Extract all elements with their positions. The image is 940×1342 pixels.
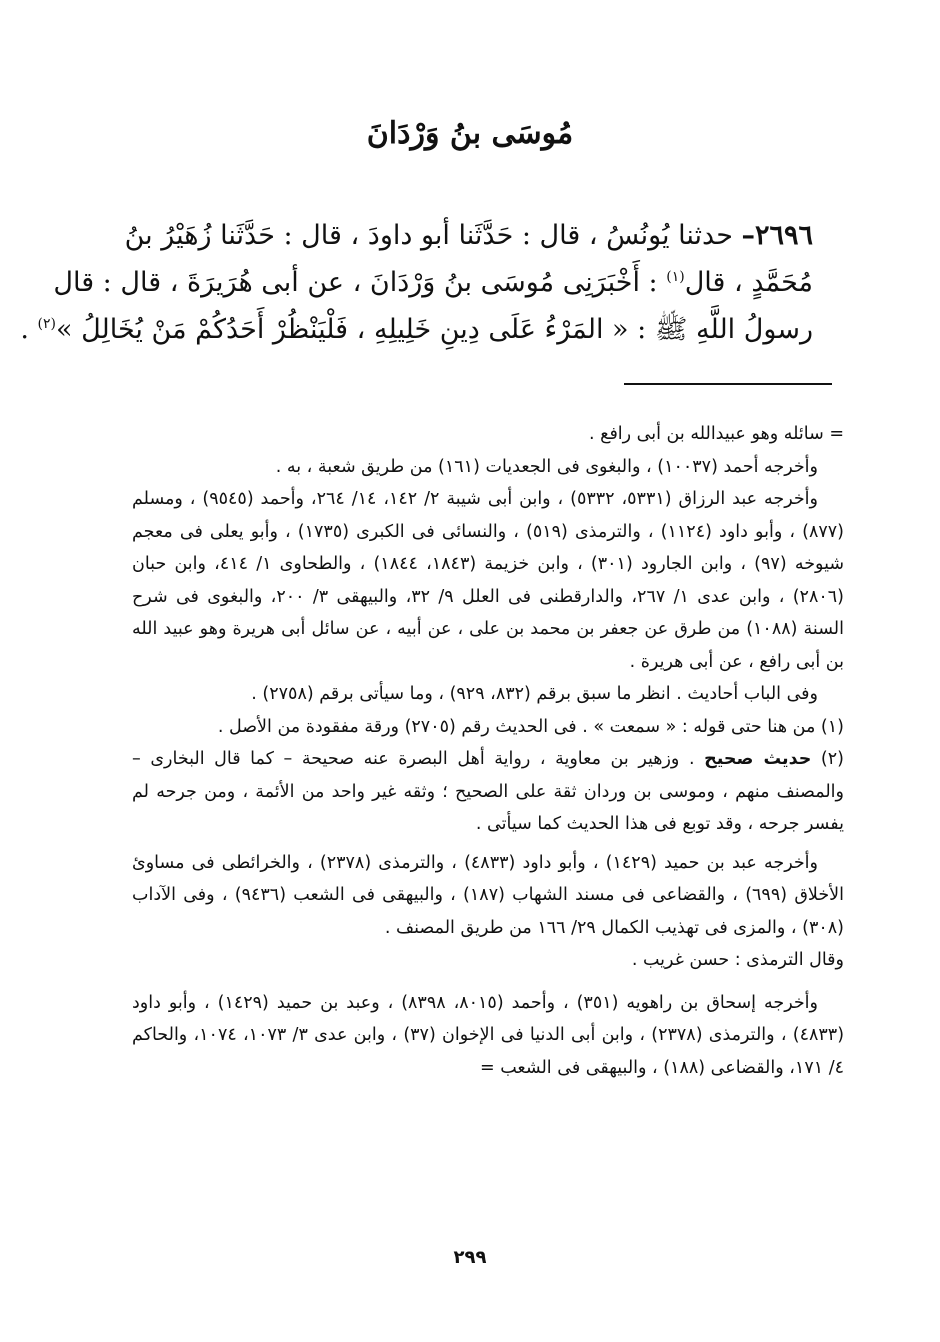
hadith-line-2-start: مُحَمَّدٍ ، قال bbox=[684, 267, 813, 298]
footnote-separator bbox=[624, 383, 832, 385]
hadith-line-1-text: حدثنا يُونُسُ ، قال : حَدَّثَنا أبو داودَ ، قال : حَدَّثَنا زُهَيْرُ بنُ bbox=[124, 220, 733, 251]
page-number: ٢٩٩ bbox=[453, 1247, 487, 1268]
hadith-line-2 bbox=[53, 259, 813, 306]
footnote-continuation: = سائله وهو عبيدالله بن أبى رافع . bbox=[589, 424, 844, 444]
footnote-paragraph: وأخرجه عبد بن حميد (١٤٢٩) ، وأبو داود (٤٨٣٣) ، والترمذى (٢٣٧٨) ، والخرائطى فى مساوئ الأخلاق (٦٩٩) ، والقضاعى فى مسند الشهاب (١٨٧) ، والبيهقى فى الشعب (٩٤٣٦) ، وفى الآداب (٣٠٨) ، والمزى فى تهذيب الكمال ٢٩/ ١٦٦ من طريق المصنف . bbox=[132, 852, 844, 938]
footnote-1: (١) من هنا حتى قوله : « سمعت » . فى الحديث رقم (٢٧٠٥) ورقة مفقودة من الأصل . bbox=[217, 716, 844, 737]
footnote-ref-1: (١) bbox=[666, 269, 685, 285]
hadith-number: ٢٦٩٦– bbox=[741, 220, 813, 251]
footnote-paragraph: وأخرجه إسحاق بن راهويه (٣٥١) ، وأحمد (٨٠١٥، ٨٣٩٨) ، وعبد بن حميد (١٤٢٩) ، وأبو داود (٤٨٣٣) ، والترمذى (٢٣٧٨) ، وابن أبى الدنيا فى الإخوان (٣٧) ، وابن عدى ٣/ ١٠٧٣، ١٠٧٤، والحاكم ٤/ ١٧١، والقضاعى (١٨٨) ، والبيهقى فى الشعب = bbox=[132, 992, 845, 1078]
hadith-line-1 bbox=[108, 212, 813, 259]
footnote-ref-2: (٢) bbox=[37, 316, 56, 332]
hadith-line-3-start: رسولُ اللَّهِ ﷺ : « المَرْءُ عَلَى دِينِ خَلِيلِهِ ، فَلْيَنْظُرْ أَحَدُكُمْ مَنْ يُخَالِلُ » bbox=[56, 314, 813, 345]
footnote-2 bbox=[132, 743, 844, 841]
footnote-2-text: . وزهير بن معاوية ، رواية أهل البصرة عنه صحيحة – كما قال البخارى – والمصنف منهم ، وموسى بن وردان ثقة على الصحيح ؛ وثقه غير واحد من الأئمة ، ومن جرحه لم يفسر جرحه ، وقد توبع فى هذا الحديث كما سيأتى . bbox=[132, 749, 844, 834]
footnote-2-label: (٢) bbox=[811, 749, 844, 769]
footnote-2-grade: حديث صحيح bbox=[704, 749, 812, 769]
section-title: مُوسَى بنُ وَرْدَانَ bbox=[366, 116, 574, 151]
footnote-paragraph: وأخرجه عبد الرزاق (٥٣٣١، ٥٣٣٢) ، وابن أبى شيبة ٢/ ١٤٢، ١٤/ ٢٦٤، وأحمد (٩٥٤٥) ، ومسلم (٨٧٧) ، وأبو داود (١١٢٤) ، والترمذى (٥١٩) ، والنسائى فى الكبرى (١٧٣٥) ، وأبو يعلى فى معجم شيوخه (٩٧) ، وابن الجارود (٣٠١) ، وابن خزيمة (١٨٤٣، ١٨٤٤) ، والطحاوى ١/ ٤١٤، وابن حبان (٢٨٠٦) ، وابن عدى ١/ ٢٦٧، والدارقطنى فى العلل ٩/ ٣٢، والبيهقى ٣/ ٢٠٠، والبغوى فى شرح السنة (١٠٨٨) من طرق عن جعفر بن محمد بن على ، عن أبيه ، عن سائل أبى هريرة وهو عبيد الله بن أبى رافع ، عن أبى هريرة . bbox=[132, 489, 845, 672]
footnote-paragraph: وقال الترمذى : حسن غريب . bbox=[631, 950, 844, 970]
hadith-line-3-end: . bbox=[20, 314, 38, 345]
hadith-text bbox=[20, 212, 813, 353]
hadith-line-2-end: : أَخْبَرَنِى مُوسَى بنُ وَرْدَانَ ، عن أبى هُرَيرَةَ ، قال : قال bbox=[53, 267, 667, 298]
footnote-paragraph: وأخرجه أحمد (١٠٠٣٧) ، والبغوى فى الجعديات (١٦١) من طريق شعبة ، به . bbox=[275, 456, 818, 477]
footnote-paragraph: وفى الباب أحاديث . انظر ما سبق برقم (٨٣٢، ٩٢٩) ، وما سيأتى برقم (٢٧٥٨) . bbox=[251, 684, 818, 704]
hadith-line-3 bbox=[20, 306, 813, 353]
footnotes bbox=[132, 418, 844, 1084]
